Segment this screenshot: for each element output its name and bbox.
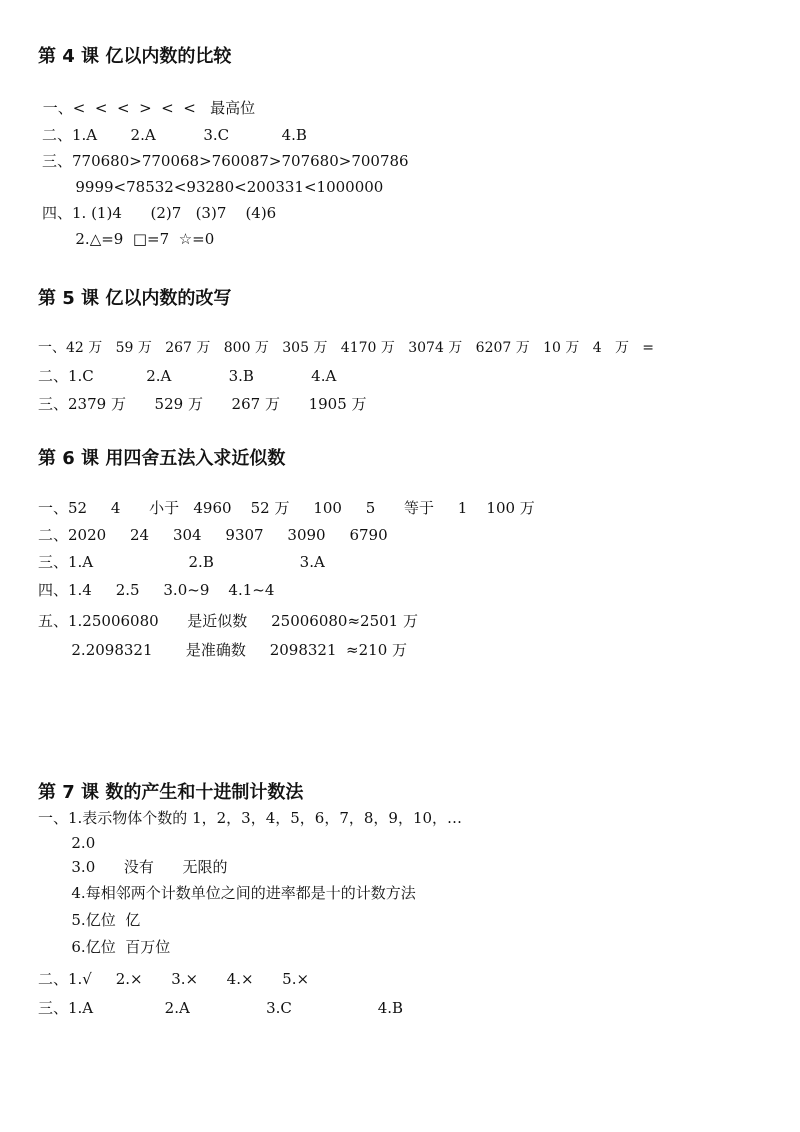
lesson4-line-6: 2.△=9 □=7 ☆=0	[42, 230, 215, 248]
lesson7-line-5: 5.亿位 亿	[38, 911, 141, 929]
lesson7-line-8: 三、1.A 2.A 3.C 4.B	[38, 999, 404, 1017]
lesson7-line-4: 4.每相邻两个计数单位之间的进率都是十的计数方法	[38, 884, 416, 902]
lesson6-title: 第 6 课 用四舍五法入求近似数	[38, 448, 286, 469]
lesson7-line-2: 2.0	[38, 834, 96, 852]
lesson4-line-3: 三、770680>770068>760087>707680>700786	[42, 152, 409, 170]
lesson4-title: 第 4 课 亿以内数的比较	[38, 46, 232, 67]
lesson6-line-3: 三、1.A 2.B 3.A	[38, 553, 325, 571]
lesson5-line-1: 一、42 万 59 万 267 万 800 万 305 万 4170 万 3074 万 6207 万 10 万 4 万 =	[38, 340, 655, 356]
lesson4-line-5: 四、1. (1)4 (2)7 (3)7 (4)6	[42, 204, 277, 222]
lesson7-line-1: 一、1.表示物体个数的 1，2，3，4，5，6，7，8，9，10，…	[38, 809, 463, 827]
lesson5-line-2: 二、1.C 2.A 3.B 4.A	[38, 367, 337, 385]
lesson6-line-2: 二、2020 24 304 9307 3090 6790	[38, 526, 388, 544]
lesson5-title: 第 5 课 亿以内数的改写	[38, 288, 232, 309]
lesson6-line-4: 四、1.4 2.5 3.0~9 4.1~4	[38, 581, 275, 599]
lesson5-line-3: 三、2379 万 529 万 267 万 1905 万	[38, 395, 367, 413]
lesson4-line-4: 9999<78532<93280<200331<1000000	[42, 178, 384, 196]
lesson6-line-1: 一、52 4 小于 4960 52 万 100 5 等于 1 100 万	[38, 499, 535, 517]
lesson6-line-5: 五、1.25006080 是近似数 25006080≈2501 万	[38, 612, 418, 630]
lesson6-line-6: 2.2098321 是准确数 2098321 ≈210 万	[38, 641, 408, 659]
lesson7-line-7: 二、1.√ 2.× 3.× 4.× 5.×	[38, 970, 310, 988]
lesson7-title: 第 7 课 数的产生和十进制计数法	[38, 782, 304, 803]
lesson7-line-6: 6.亿位 百万位	[38, 938, 171, 956]
lesson4-line-2: 二、1.A 2.A 3.C 4.B	[42, 126, 307, 144]
lesson7-line-3: 3.0 没有 无限的	[38, 858, 228, 876]
lesson4-line-1: 一、< < < > < < 最高位	[38, 99, 256, 117]
